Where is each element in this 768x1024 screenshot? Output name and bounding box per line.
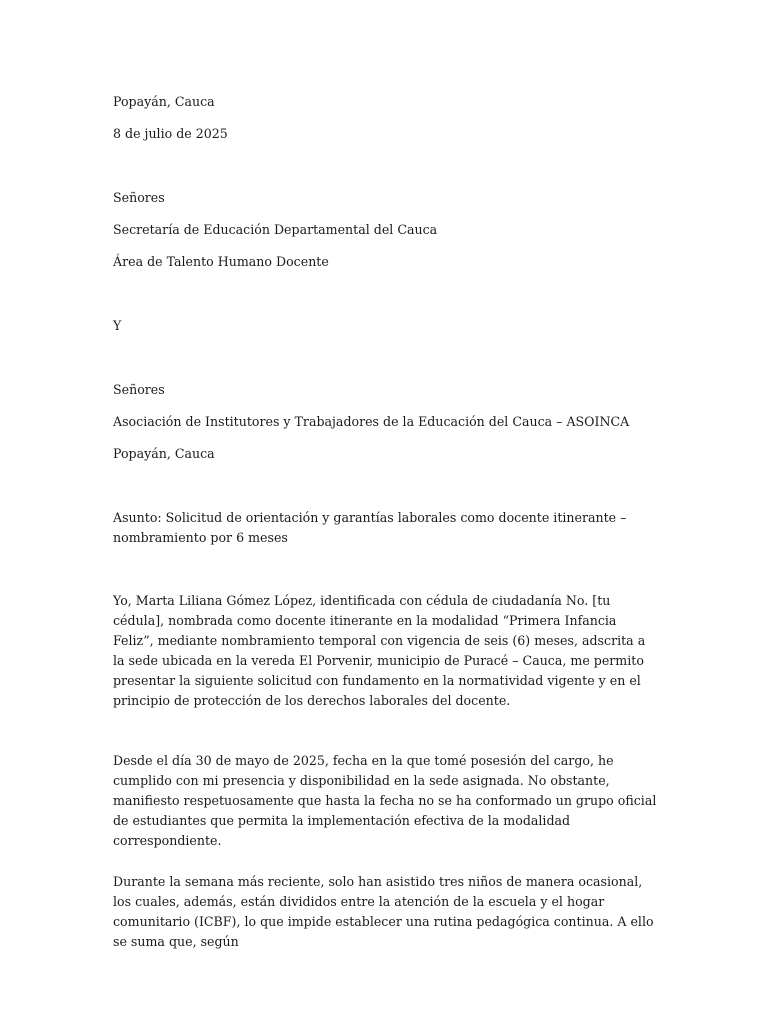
recipient2-city: Popayán, Cauca [113, 446, 215, 461]
letter-date: 8 de julio de 2025 [113, 126, 228, 141]
letter-paragraph-3: Durante la semana más reciente, solo han asistido tres niños de manera ocasional, los cuales, además, están divididos entre la atención de la escuela y el hogar comunitario (ICBF), lo que impide establecer una rutina pedagógica continua. A ello se suma que, según [113, 874, 654, 949]
recipient2-organization: Asociación de Institutores y Trabajadores de la Educación del Cauca – ASOINCA [113, 414, 630, 429]
letter-subject: Asunto: Solicitud de orientación y garantías laborales como docente itinerante – nombramiento por 6 meses [113, 510, 627, 545]
recipient1-salutation: Señores [113, 190, 165, 205]
letter-paragraph-1: Yo, Marta Liliana Gómez López, identificada con cédula de ciudadanía No. [tu cédula], nombrada como docente itinerante en la modalidad “Primera Infancia Feliz”, mediante nombramiento temporal con vigencia de seis (6) meses, adscrita a la sede ubicada en la vereda El Porvenir, municipio de Puracé – Cauca, me permito presentar la siguiente solicitud con fundamento en la normatividad vigente y en el principio de protección de los derechos laborales del docente. [113, 593, 646, 708]
recipient1-organization: Secretaría de Educación Departamental del Cauca [113, 222, 438, 237]
letter-page [113, 0, 658, 1024]
letter-paragraph-2: Desde el día 30 de mayo de 2025, fecha en la que tomé posesión del cargo, he cumplido con mi presencia y disponibilidad en la sede asignada. No obstante, manifiesto respetuosamente que hasta la fecha no se ha conformado un grupo oficial de estudiantes que permita la implementación efectiva de la modalidad correspondiente. [113, 753, 657, 848]
letter-place-header: Popayán, Cauca [113, 94, 215, 109]
recipient2-salutation: Señores [113, 382, 165, 397]
recipient1-area: Área de Talento Humano Docente [113, 254, 329, 269]
recipient-conjunction: Y [113, 318, 122, 333]
